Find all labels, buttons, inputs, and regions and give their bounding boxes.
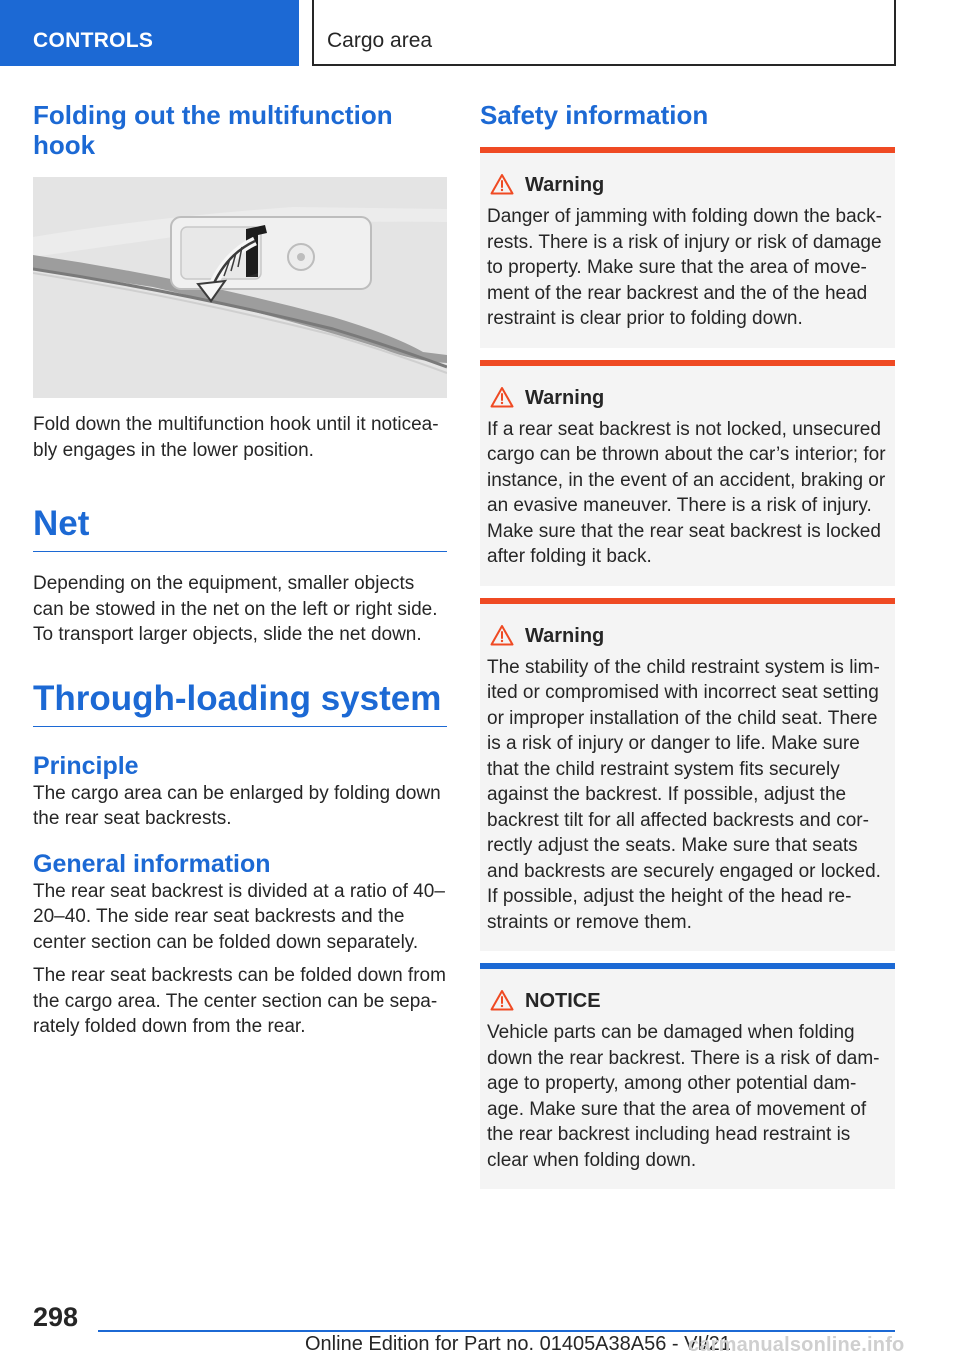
multifunction-hook-illustration <box>33 177 447 398</box>
warning-text: The stability of the child restraint system is lim-ited or compromised with incorrect seat setting or improper installation of the child seat. There is a risk of injury or danger to life. Make sure that the child restraint system fits securely against the backrest. If possible, adjust the backrest tilt for all affected backrests and cor-rectly adjust the seats. Make sure that seats and backrests are securely engaged or locked. If possible, adjust the height of the head re-straints or remove them. <box>487 656 881 933</box>
net-heading: Net <box>33 503 447 552</box>
section-tab <box>0 0 299 66</box>
warning-triangle-icon <box>490 624 514 646</box>
general-info-text-2: The rear seat backrests can be folded down from the cargo area. The center section can be sepa-rately folded down from the rear. <box>33 965 446 1037</box>
hook-instruction: Fold down the multifunction hook until it noticea-bly engages in the lower position. <box>33 414 439 461</box>
page-number: 298 <box>33 1302 79 1332</box>
footer-divider <box>98 1330 895 1332</box>
section-label: CONTROLS <box>33 29 154 52</box>
general-info-text-1: The rear seat backrest is divided at a ratio of 40–20–40. The side rear seat backrests and the center section can be folded down separately. <box>33 880 445 953</box>
through-loading-heading: Through-loading system <box>33 678 447 727</box>
warning-box <box>480 598 895 952</box>
safety-heading: Safety information <box>480 100 709 130</box>
warning-label: Warning <box>525 386 605 409</box>
right-column <box>480 100 895 1189</box>
watermark: carmanualsonline.info <box>688 1334 905 1356</box>
notice-text: Vehicle parts can be damaged when folding down the rear backrest. There is a risk of dam-age to property, among other potential dam-age. Make sure that the area of movement of the rear backrest including head restraint is clear when folding down. <box>487 1022 880 1171</box>
notice-label: NOTICE <box>525 990 601 1012</box>
warning-triangle-icon <box>490 173 514 195</box>
warning-label: Warning <box>525 174 605 196</box>
edition-info: Online Edition for Part no. 01405A38A56 - VI/21 <box>305 1333 731 1355</box>
warning-box <box>480 360 895 586</box>
warning-text: Danger of jamming with folding down the back-rests. There is a risk of injury or risk of damage to property. Make sure that the area of move-ment of the rear backrest and the of the head restraint is clear prior to folding down. <box>487 206 882 329</box>
chapter-tab <box>312 0 896 66</box>
general-info-heading: General information <box>33 849 271 878</box>
net-text: Depending on the equipment, smaller objects can be stowed in the net on the left or right side. To transport larger objects, slide the net down. <box>33 573 438 645</box>
left-column <box>33 100 447 1040</box>
principle-heading: Principle <box>33 751 139 780</box>
notice-triangle-icon <box>490 989 514 1011</box>
hook-heading: Folding out the multifunction hook <box>33 100 393 160</box>
warning-label: Warning <box>525 624 605 647</box>
warning-text: If a rear seat backrest is not locked, unsecured cargo can be thrown about the car’s interior; for instance, in the event of an accident, braking or an evasive maneuver. There is a risk of injury. Make sure that the rear seat backrest is locked after folding it back. <box>487 418 886 567</box>
warning-box <box>480 147 895 348</box>
notice-box <box>480 963 895 1189</box>
warning-triangle-icon <box>490 386 514 408</box>
principle-text: The cargo area can be enlarged by folding down the rear seat backrests. <box>33 782 441 829</box>
chapter-label: Cargo area <box>327 29 433 52</box>
